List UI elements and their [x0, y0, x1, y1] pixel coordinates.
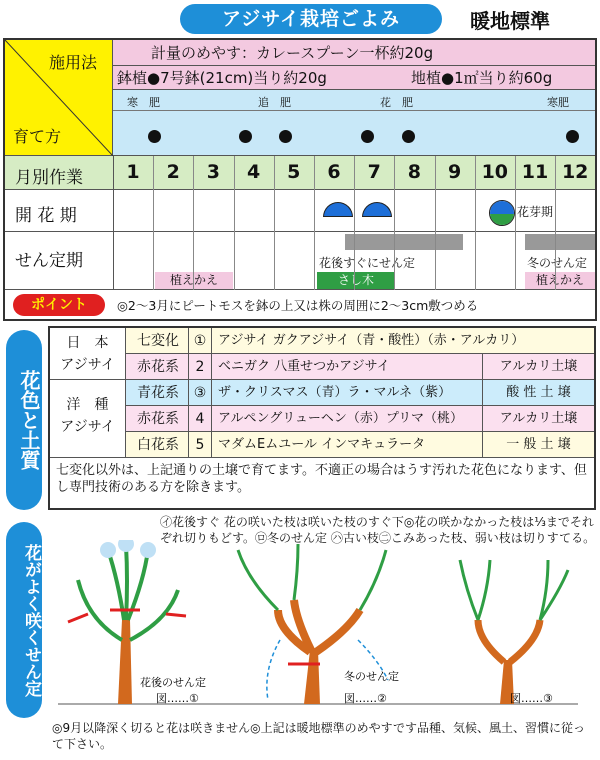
winter-prune-text: 冬のせん定 — [527, 256, 588, 270]
month-divider — [435, 156, 436, 290]
month-9: 9 — [447, 161, 462, 183]
fert-dot-jul — [361, 130, 374, 143]
month-11: 11 — [521, 161, 549, 183]
tree-3 — [460, 560, 568, 704]
soil-num: 2 — [188, 354, 212, 380]
month-divider — [354, 156, 355, 290]
month-row-label: 月別作業 — [15, 168, 83, 188]
measure-row: 計量のめやす：カレースプーン一杯約20g — [113, 40, 595, 66]
cutting-bar: さし木 — [317, 272, 395, 289]
month-6: 6 — [327, 161, 341, 183]
ground-text: 地植●1㎡当り約60g — [411, 69, 553, 87]
soil-type-result: 酸 性 土 壌 — [482, 380, 594, 406]
fert-dot-dec — [566, 130, 579, 143]
month-divider — [314, 156, 315, 290]
fig2-caption: 冬のせん定 — [344, 670, 399, 683]
soil-type-result: アルカリ土壌 — [482, 406, 594, 432]
soil-note: 七変化以外は、上記通りの土壌で育てます。不適正の場合はうす汚れた花色になります、但し専門技術のある方を除きます。 — [56, 463, 587, 495]
prune-text: ㋑花後すぐ 花の咲いた枝は咲いた枝のすぐ下◎花の咲かなかった枝は⅓までそれぞれ切りもどす。㋺冬のせん定 ㋩古い枝㊁こみあった枝、弱い枝は切りすてる。 — [160, 515, 596, 545]
fertilizer-header — [5, 40, 113, 156]
bud-period-label: 花芽期 — [517, 205, 554, 219]
fert-dot-apr — [239, 130, 252, 143]
month-7: 7 — [367, 161, 381, 183]
point-text: ◎2～3月にピートモスを鉢の上又は株の周囲に2～3cm敷つめる — [117, 298, 479, 313]
pruning-row — [5, 232, 595, 290]
soil-varieties: アルペングリューヘン（赤）プリマ（桃） — [218, 411, 464, 426]
fig1-caption: 花後のせん定 — [140, 676, 206, 689]
month-10: 10 — [481, 161, 509, 183]
month-row — [5, 156, 595, 190]
soil-type: 白花系 — [137, 437, 179, 453]
region-label: 暖地標準 — [470, 9, 550, 33]
soil-row — [126, 380, 594, 406]
month-divider — [475, 156, 476, 290]
pruning-label: せん定期 — [15, 251, 83, 271]
month-divider — [555, 156, 556, 290]
prune-bar-winter — [525, 234, 595, 250]
soil-num: 4 — [188, 406, 212, 432]
soil-type-result: アルカリ土壌 — [482, 354, 594, 380]
month-divider — [394, 156, 395, 290]
fig1-label: 図……① — [156, 692, 199, 705]
method-label: 施用法 — [49, 53, 98, 72]
point-row — [5, 290, 595, 320]
kanhi2-label: 寒肥 — [547, 96, 569, 109]
pot-row — [113, 66, 595, 90]
soil-row — [126, 432, 594, 458]
calendar-grid — [3, 38, 597, 321]
after-bloom-text: 花後すぐにせん定 — [319, 256, 416, 270]
bloom-label: 開 花 期 — [15, 206, 77, 226]
soil-row — [126, 406, 594, 432]
soil-type: 青花系 — [137, 385, 179, 401]
soil-varieties: マダムEムユール インマキュラータ — [218, 437, 426, 452]
bloom-marker-jul — [362, 202, 392, 217]
fert-dot-may — [279, 130, 292, 143]
kanhi-label: 寒 肥 — [127, 96, 160, 109]
month-8: 8 — [407, 161, 421, 183]
month-3: 3 — [206, 161, 220, 183]
soil-type-result: 一 般 土 壌 — [482, 432, 594, 458]
soil-num: ③ — [188, 380, 212, 406]
month-divider — [234, 156, 235, 290]
fertilizer-dots-row — [113, 90, 595, 156]
month-divider — [274, 156, 275, 290]
fig3-label: 図……③ — [510, 692, 553, 705]
soil-type: 赤花系 — [137, 359, 179, 375]
month-divider — [515, 156, 516, 290]
soil-type: 赤花系 — [137, 411, 179, 427]
fert-dot-aug — [402, 130, 415, 143]
point-badge: ポイント — [13, 294, 105, 316]
soil-num: ① — [188, 328, 212, 354]
oihi-label: 追 肥 — [258, 96, 291, 109]
fert-dot-jan — [148, 130, 161, 143]
bud-marker-oct — [489, 200, 515, 226]
month-12: 12 — [561, 161, 589, 183]
month-divider — [193, 156, 194, 290]
soil-row — [126, 328, 594, 354]
repot-bar-2: 植えかえ — [525, 272, 595, 289]
soil-num: 5 — [188, 432, 212, 458]
soil-varieties: ザ・クリスマス（青）ラ・マルネ（紫） — [218, 385, 452, 400]
month-1: 1 — [126, 161, 140, 183]
prune-section-title: 花がよく咲くせん定 — [6, 522, 42, 718]
footer-note: ◎9月以降深く切ると花は咲きません◎上記は暖地標準のめやすです品種、気候、風土、習慣に従って下さい。 — [52, 721, 585, 751]
group-japan: 日 本 アジサイ — [50, 328, 126, 380]
bloom-row — [5, 190, 595, 232]
month-5: 5 — [287, 161, 301, 183]
month-4: 4 — [246, 161, 261, 183]
pruning-diagrams — [48, 540, 600, 716]
hanahi-label: 花 肥 — [380, 96, 413, 109]
bloom-marker-jun — [323, 202, 353, 217]
group-western: 洋 種 アジサイ — [50, 380, 126, 458]
pot-text: 鉢植●7号鉢(21cm)当り約20g — [117, 69, 327, 87]
repot-bar-1: 植えかえ — [155, 272, 233, 289]
label-divider — [113, 156, 114, 290]
month-2: 2 — [166, 161, 180, 183]
page-title: アジサイ栽培ごよみ — [180, 4, 442, 34]
month-divider — [153, 156, 154, 290]
soil-varieties: アジサイ ガクアジサイ（青・酸性）（赤・アルカリ） — [218, 333, 525, 348]
soil-table — [48, 326, 596, 510]
soil-row — [126, 354, 594, 380]
prune-bar-summer — [345, 234, 463, 250]
grow-label: 育て方 — [13, 127, 62, 146]
soil-type: 七変化 — [137, 333, 179, 349]
soil-section-title: 花色と土質 — [6, 330, 42, 510]
soil-varieties: ベニガク 八重せつかアジサイ — [218, 359, 390, 374]
fig2-label: 図……② — [344, 692, 387, 705]
